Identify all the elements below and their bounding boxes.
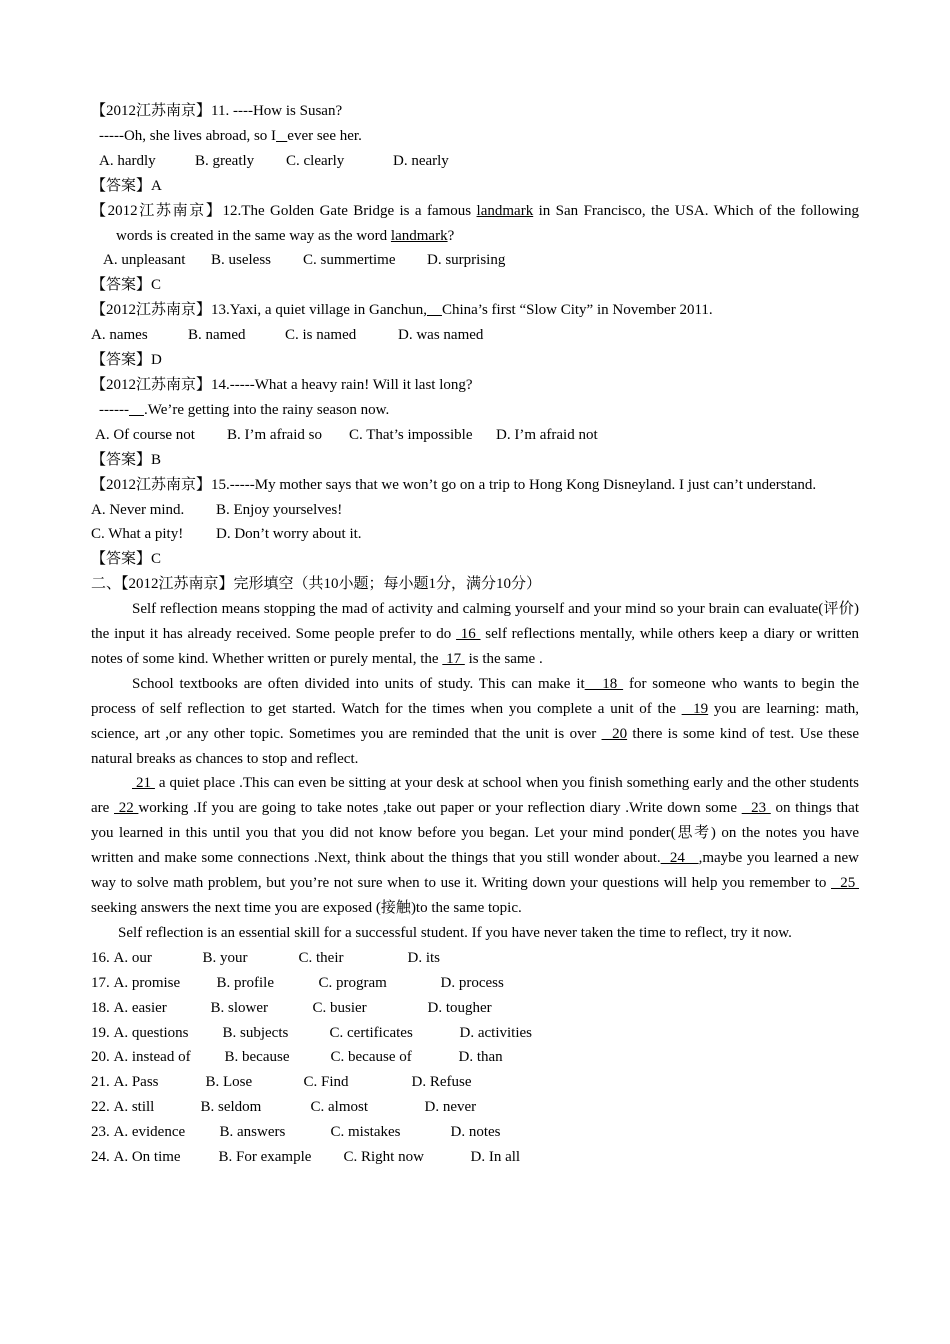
option: A. promise [113, 974, 181, 991]
option: C. their [298, 949, 344, 966]
option: A. instead of [113, 1049, 191, 1066]
option: C. busier [312, 999, 367, 1016]
option: B. seldom [200, 1099, 262, 1116]
q12-answer: 【答案】C [91, 277, 162, 294]
option: C. Right now [343, 1149, 424, 1166]
option: B. For example [218, 1149, 312, 1166]
blank-20: 20 [601, 725, 628, 742]
option: D. process [440, 974, 504, 991]
option: D. I’m afraid not [496, 426, 598, 443]
option: D. its [407, 949, 441, 966]
option: B. profile [216, 974, 274, 991]
q12-tag: 【2012江苏南京】 [91, 202, 223, 219]
q14-answer: 【答案】B [91, 451, 162, 468]
q14-options [91, 423, 859, 448]
blank-25: 25 [831, 875, 860, 892]
option: C. summertime [303, 252, 396, 269]
blank-21: 21 [132, 775, 155, 792]
option: A. still [113, 1099, 155, 1116]
option: A. names [91, 327, 148, 344]
option: B. slower [210, 999, 268, 1016]
option: C. mistakes [330, 1124, 401, 1141]
q12-options [91, 248, 859, 273]
option: A. Of course not [95, 426, 195, 443]
choice-row: 20. A. instead of B. because C. because of D. than [91, 1045, 859, 1070]
option: D. was named [398, 327, 484, 344]
option: C. program [318, 974, 387, 991]
q14-line2: ------ .We’re getting into the rainy season now. [99, 401, 390, 418]
blank [276, 128, 287, 144]
q13-answer: 【答案】D [91, 352, 162, 369]
option: D. never [424, 1099, 477, 1116]
choice-row: 22. A. still B. seldom C. almost D. never [91, 1095, 859, 1120]
option: B. I’m afraid so [227, 426, 322, 443]
option: A. our [113, 949, 152, 966]
passage-paragraph-4: Self reflection is an essential skill for a successful student. If you have never taken the time to reflect, try it now. [118, 924, 792, 941]
option: D. nearly [393, 152, 449, 169]
choice-row: 24. A. On time B. For example C. Right now D. In all [91, 1145, 859, 1170]
q15-options-row2 [91, 522, 859, 547]
q11-options [91, 149, 859, 174]
q12-stem: 【2012江苏南京】12.The Golden Gate Bridge is a famous landmark in San Francisco, the USA. Which of the following words is created in the same way as the word landmark? [91, 202, 859, 244]
q15-tag: 【2012江苏南京】 [91, 476, 212, 493]
option: D. Refuse [411, 1074, 472, 1091]
blank-18: 18 [584, 675, 624, 692]
option: C. What a pity! [91, 526, 184, 543]
q15-stem: 【2012江苏南京】15.-----My mother says that we won’t go on a trip to Hong Kong Disneyland. I just can’t understand. [91, 476, 817, 493]
option: B. because [224, 1049, 290, 1066]
document-page [91, 99, 859, 1170]
option: A. hardly [99, 152, 156, 169]
q15-options-row1 [91, 498, 859, 523]
option: A. Pass [113, 1074, 159, 1091]
option: A. On time [113, 1149, 181, 1166]
q11-answer: 【答案】A [91, 177, 162, 194]
q14-stem: 【2012江苏南京】14.-----What a heavy rain! Will it last long? [91, 376, 473, 393]
option: D. In all [470, 1149, 521, 1166]
option: B. Enjoy yourselves! [216, 501, 343, 518]
option: A. evidence [113, 1124, 186, 1141]
blank-17: 17 [442, 650, 465, 667]
option: B. named [188, 327, 246, 344]
option: C. That’s impossible [349, 426, 473, 443]
choice-row: 21. A. Pass B. Lose C. Find D. Refuse [91, 1070, 859, 1095]
option: C. because of [330, 1049, 412, 1066]
option: C. clearly [286, 152, 345, 169]
option: D. than [458, 1049, 503, 1066]
q13-options [91, 323, 859, 348]
passage-paragraph-2: School textbooks are often divided into units of study. This can make it 18 for someone who wants to begin the process of self reflection to get started. Watch for the times when you complete a unit of the 19 you are learning: math, science, art ,or any other topic. Sometimes you are reminded that the unit is over 20 there is some kind of test. Use these natural breaks as chances to stop and reflect. [91, 675, 860, 767]
option: B. Lose [205, 1074, 253, 1091]
option: D. notes [450, 1124, 501, 1141]
option: A. questions [113, 1024, 189, 1041]
option: A. Never mind. [91, 501, 185, 518]
option: D. tougher [427, 999, 492, 1016]
choice-list [91, 946, 859, 1170]
q11-stem: 【2012江苏南京】11. ----How is Susan? [91, 103, 343, 119]
option: B. useless [211, 252, 271, 269]
option: D. activities [459, 1024, 532, 1041]
blank [427, 302, 442, 318]
passage-paragraph-3: 21 a quiet place .This can even be sitting at your desk at school when you finish something early and the other students are 22 working .If you are going to take notes ,take out paper or your reflection diary .Write down some 23 on things that you learned in this until you that you did not know before you began. Let your mind ponder(思考) on the notes you have written and make some connections .Next, think about the things that you still wonder about. 24 ,maybe you learned a new way to solve math problem, but you’re not sure when to use it. Writing down your questions will help you remember to 25 seeking answers the next time you are exposed (接触)to the same topic. [91, 775, 860, 916]
q15-answer: 【答案】C [91, 551, 162, 568]
blank-23: 23 [741, 800, 771, 817]
choice-row: 23. A. evidence B. answers C. mistakes D. notes [91, 1120, 859, 1145]
passage-paragraph-1: Self reflection means stopping the mad of activity and calming yourself and your mind so your brain can evaluate(评价) the input it has already received. Some people prefer to do 16 self reflections mentally, while others keep a diary or written notes of some kind. Whether written or purely mental, the 17 is the same . [91, 601, 859, 667]
option: C. Find [303, 1074, 349, 1091]
q14-tag: 【2012江苏南京】 [91, 376, 212, 393]
blank-19: 19 [681, 700, 709, 717]
blank-16: 16 [456, 626, 481, 643]
section-heading: 二、【2012江苏南京】完形填空（共10小题；每小题1分，满分10分） [91, 576, 542, 593]
option: A. easier [113, 999, 167, 1016]
blank [129, 402, 144, 418]
q11-tag: 【2012江苏南京】 [91, 103, 212, 119]
option: C. is named [285, 327, 357, 344]
choice-row: 18. A. easier B. slower C. busier D. tougher [91, 996, 859, 1021]
option: B. your [202, 949, 248, 966]
blank-22: 22 [114, 800, 139, 817]
choice-row: 19. A. questions B. subjects C. certificates D. activities [91, 1021, 859, 1046]
option: A. unpleasant [103, 252, 186, 269]
option: B. subjects [222, 1024, 289, 1041]
blank-24: 24 [660, 850, 699, 867]
option: D. Don’t worry about it. [216, 526, 362, 543]
option: C. certificates [329, 1024, 413, 1041]
underlined-word: landmark [390, 227, 448, 244]
choice-row: 16. A. our B. your C. their D. its [91, 946, 859, 971]
option: B. answers [219, 1124, 286, 1141]
option: D. surprising [427, 252, 506, 269]
option: C. almost [310, 1099, 369, 1116]
choice-row: 17. A. promise B. profile C. program D. process [91, 971, 859, 996]
q13-stem: 【2012江苏南京】13.Yaxi, a quiet village in Ganchun, China’s first “Slow City” in November 2011. [91, 302, 713, 319]
option: B. greatly [195, 152, 255, 169]
underlined-word: landmark [476, 202, 534, 219]
q11-line2: -----Oh, she lives abroad, so I ever see her. [99, 127, 362, 144]
q13-tag: 【2012江苏南京】 [91, 302, 212, 319]
